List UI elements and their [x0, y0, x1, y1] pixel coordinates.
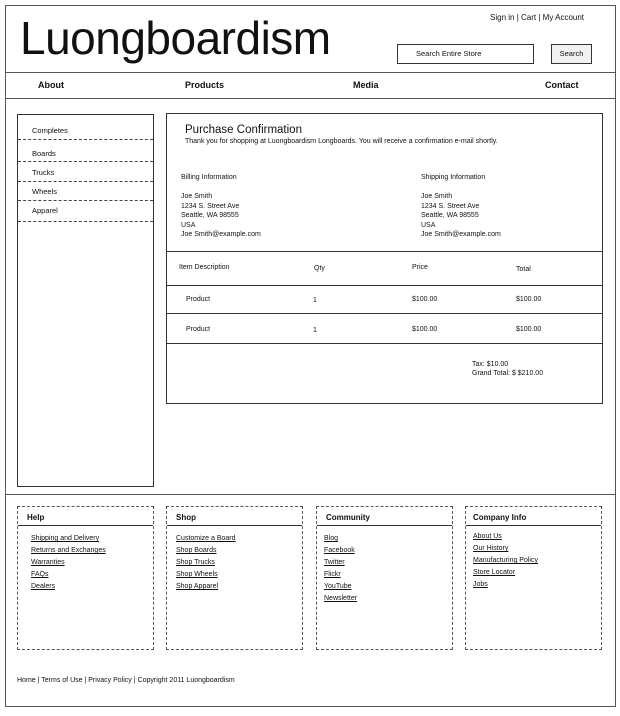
- footer-link[interactable]: Shop Apparel: [176, 583, 219, 590]
- footer-link[interactable]: Warranties: [31, 559, 65, 566]
- search-input[interactable]: Search Entire Store: [397, 44, 534, 64]
- column-header-price: Price: [412, 264, 428, 271]
- nav-divider: [5, 98, 616, 99]
- nav-about[interactable]: About: [38, 80, 64, 90]
- grand-total: Grand Total: $ $210.00: [472, 370, 544, 377]
- shipping-street: 1234 S. Street Ave: [421, 202, 480, 210]
- row1-qty: 1: [313, 297, 317, 304]
- purchase-confirmation-panel: [166, 113, 603, 404]
- footer-link[interactable]: Dealers: [31, 583, 56, 590]
- billing-heading: Billing Information: [181, 174, 237, 181]
- column-header-qty: Qty: [314, 265, 325, 272]
- footer-link[interactable]: Store Locator: [473, 569, 516, 576]
- shipping-country: USA: [421, 221, 436, 229]
- privacy-link[interactable]: Privacy Policy: [88, 677, 132, 684]
- header-divider: [5, 72, 616, 73]
- sidebar-item-apparel[interactable]: Apparel: [32, 206, 58, 215]
- copyright-text: Copyright 2011 Luongboardism: [137, 677, 235, 684]
- bottom-links: Home | Terms of Use | Privacy Policy | Copyright 2011 Luongboardism: [17, 677, 235, 684]
- column-header-item: Item Description: [179, 264, 230, 271]
- confirmation-message: Thank you for shopping at Luongboardism Longboards. You will receive a confirmation e-mail shortly.: [185, 138, 498, 145]
- footer-community-column: [316, 506, 453, 650]
- footer-link[interactable]: Our History: [473, 545, 509, 552]
- billing-country: USA: [181, 221, 196, 229]
- category-sidebar: [17, 114, 154, 487]
- footer-link[interactable]: Blog: [324, 535, 339, 542]
- tax-amount: Tax: $10.00: [472, 361, 509, 368]
- home-link[interactable]: Home: [17, 677, 36, 684]
- footer-heading-company: Company Info: [466, 507, 601, 526]
- cart-link[interactable]: Cart: [521, 13, 537, 22]
- sidebar-item-wheels[interactable]: Wheels: [32, 187, 58, 196]
- footer-link[interactable]: Returns and Exchanges: [31, 547, 106, 554]
- footer-help-column: [17, 506, 154, 650]
- row1-price: $100.00: [412, 296, 438, 303]
- page-title: Purchase Confirmation: [185, 124, 302, 136]
- row2-price: $100.00: [412, 326, 438, 333]
- nav-contact[interactable]: Contact: [545, 80, 579, 90]
- sidebar-divider: [18, 181, 153, 182]
- site-logo[interactable]: Luongboardism: [20, 12, 331, 64]
- sidebar-divider: [18, 221, 153, 222]
- footer-heading-help: Help: [18, 507, 153, 526]
- footer-link[interactable]: Shop Wheels: [176, 571, 218, 578]
- billing-name: Joe Smith: [181, 193, 213, 200]
- row2-item: Product: [186, 326, 211, 333]
- account-links: Sign in | Cart | My Account: [490, 13, 585, 22]
- sidebar-divider: [18, 200, 153, 201]
- footer-link[interactable]: Shop Trucks: [176, 559, 215, 566]
- footer-link[interactable]: FAQs: [31, 571, 49, 578]
- sign-in-link[interactable]: Sign in: [490, 13, 515, 22]
- footer-link[interactable]: Shipping and Delivery: [31, 535, 100, 542]
- billing-city: Seattle, WA 98555: [181, 212, 239, 220]
- footer-link[interactable]: Jobs: [473, 581, 488, 588]
- nav-products[interactable]: Products: [185, 80, 225, 90]
- terms-link[interactable]: Terms of Use: [41, 677, 83, 684]
- row2-total: $100.00: [516, 326, 542, 333]
- shipping-name: Joe Smith: [421, 193, 453, 200]
- shipping-city: Seattle, WA 98555: [421, 212, 479, 220]
- sidebar-item-boards[interactable]: Boards: [32, 149, 56, 158]
- my-account-link[interactable]: My Account: [542, 13, 585, 22]
- footer-link[interactable]: YouTube: [324, 583, 352, 590]
- table-divider: [166, 285, 603, 286]
- row1-item: Product: [186, 296, 211, 303]
- footer-link[interactable]: About Us: [473, 533, 502, 540]
- shipping-address: [421, 192, 501, 240]
- footer-divider: [5, 494, 616, 495]
- billing-address: [181, 192, 261, 240]
- footer-company-column: [465, 506, 602, 650]
- billing-email: Joe Smith@example.com: [181, 231, 261, 239]
- search-button[interactable]: Search: [551, 44, 592, 64]
- footer-shop-column: [166, 506, 303, 650]
- table-divider: [166, 313, 603, 314]
- shipping-heading: Shipping Information: [421, 174, 486, 181]
- footer-link[interactable]: Manufacturing Policy: [473, 557, 538, 564]
- table-divider: [166, 251, 603, 252]
- row2-qty: 1: [313, 327, 317, 334]
- sidebar-item-trucks[interactable]: Trucks: [32, 168, 55, 177]
- shipping-email: Joe Smith@example.com: [421, 231, 501, 239]
- row1-total: $100.00: [516, 296, 542, 303]
- footer-link[interactable]: Newsletter: [324, 595, 358, 602]
- footer-heading-shop: Shop: [167, 507, 302, 526]
- table-divider: [166, 343, 603, 344]
- footer-link[interactable]: Customize a Board: [176, 535, 236, 542]
- nav-media[interactable]: Media: [353, 80, 379, 90]
- column-header-total: Total: [516, 266, 531, 273]
- billing-street: 1234 S. Street Ave: [181, 202, 240, 210]
- footer-link[interactable]: Twitter: [324, 559, 345, 566]
- sidebar-item-completes[interactable]: Completes: [32, 126, 68, 135]
- footer-heading-community: Community: [317, 507, 452, 526]
- footer-link[interactable]: Flickr: [324, 571, 341, 578]
- sidebar-divider: [18, 139, 153, 140]
- sidebar-divider: [18, 161, 153, 162]
- footer-link[interactable]: Shop Boards: [176, 547, 217, 554]
- footer-link[interactable]: Facebook: [324, 547, 355, 554]
